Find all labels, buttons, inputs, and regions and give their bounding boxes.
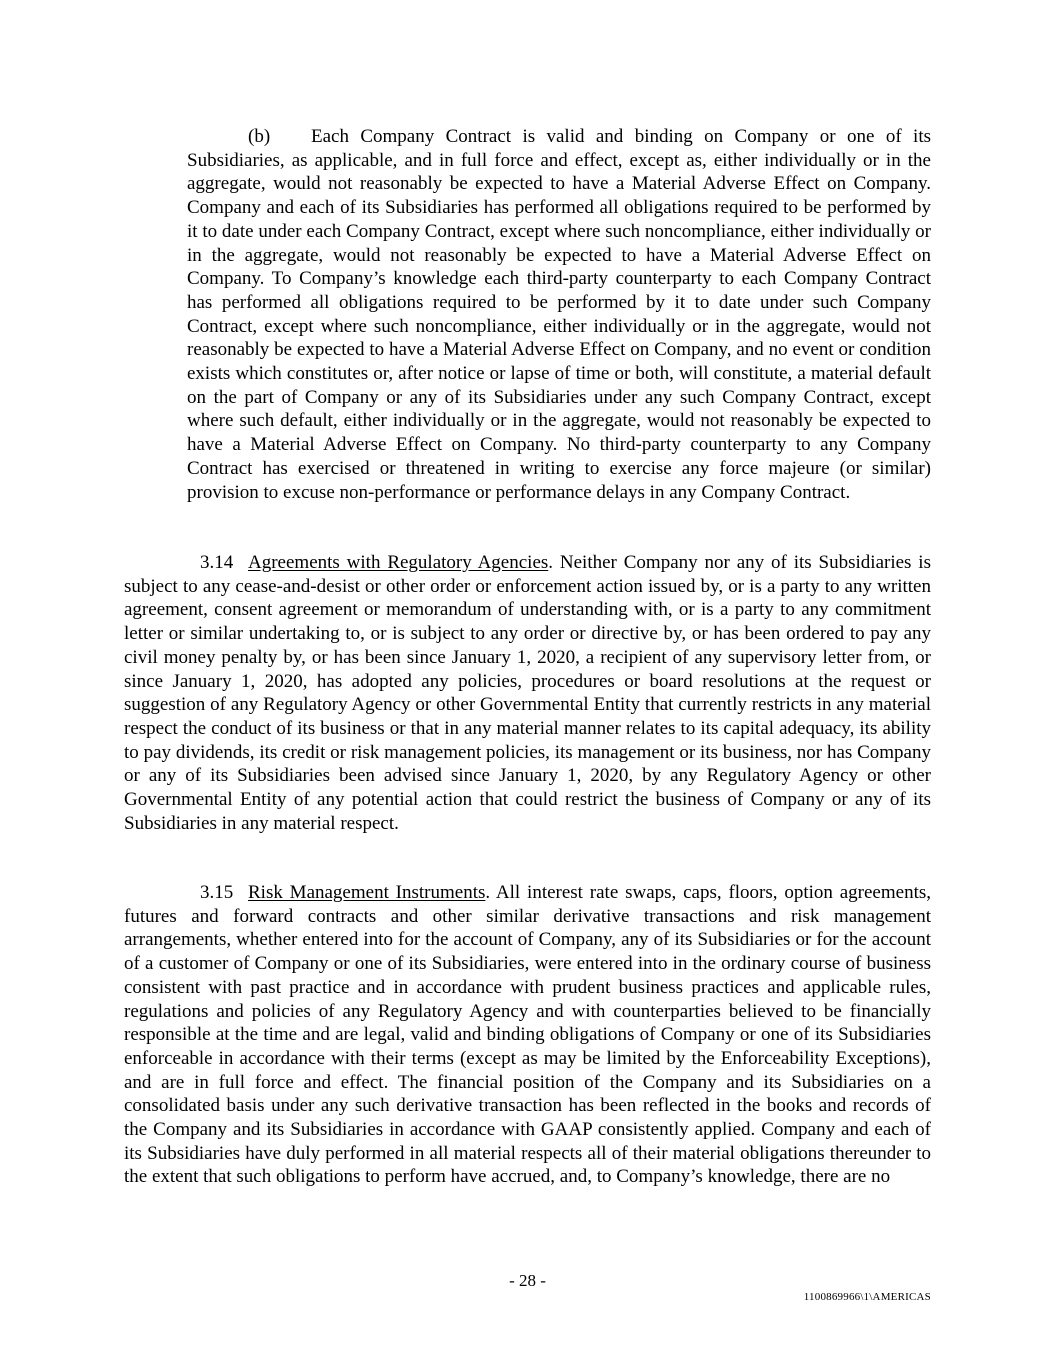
paragraph-b xyxy=(187,125,931,504)
section-3-15-number: 3.15 xyxy=(200,882,234,903)
paragraph-b-label: (b) xyxy=(248,126,271,147)
section-3-15-text: . All interest rate swaps, caps, floors, option agreements, futures and forward contracts and other similar derivative transactions and risk management arrangements, whether entered into for the account of Company, any of its Subsidiaries or for the account of a customer of Company or one of its Subsidiaries, were entered into in the ordinary course of business consistent with past practice and in accordance with prudent business practices and applicable rules, regulations and policies of any Regulatory Agency and with counterparties believed to be financially responsible at the time and are legal, valid and binding obligations of Company or one of its Subsidiaries enforceable in accordance with their terms (except as may be limited by the Enforceability Exceptions), and are in full force and effect. The financial position of the Company and its Subsidiaries on a consolidated basis under any such derivative transaction has been reflected in the books and records of the Company and its Subsidiaries in accordance with GAAP consistently applied. Company and each of its Subsidiaries have duly performed in all material respects all of their material obligations thereunder to the extent that such obligations to perform have accrued, and, to Company’s knowledge, there are no xyxy=(124,882,931,1188)
paragraph-b-text: Each Company Contract is valid and binding on Company or one of its Subsidiaries, as applicable, and in full force and effect, except as, either individually or in the aggregate, would not reasonably be expected to have a Material Adverse Effect on Company. Company and each of its Subsidiaries has performed all obligations required to be performed by it to date under each Company Contract, except where such noncompliance, either individually or in the aggregate, would not reasonably be expected to have a Material Adverse Effect on Company. To Company’s knowledge each third-party counterparty to each Company Contract has performed all obligations required to be performed by it to date under such Company Contract, except where such noncompliance, either individually or in the aggregate, would not reasonably be expected to have a Material Adverse Effect on Company, and no event or condition exists which constitutes or, after notice or lapse of time or both, will constitute, a material default on the part of Company or any of its Subsidiaries under any such Company Contract, except where such default, either individually or in the aggregate, would not reasonably be expected to have a Material Adverse Effect on Company. No third-party counterparty to any Company Contract has exercised or threatened in writing to exercise any force majeure (or similar) provision to excuse non-performance or performance delays in any Company Contract. xyxy=(187,126,931,503)
section-3-14 xyxy=(124,551,931,835)
page-number: - 28 - xyxy=(509,1271,546,1290)
section-3-14-text: . Neither Company nor any of its Subsidiaries is subject to any cease-and-desist or other order or enforcement action issued by, or is a party to any written agreement, consent agreement or memorandum of understanding with, or is a party to any commitment letter or similar undertaking to, or is subject to any order or directive by, or has been ordered to pay any civil money penalty by, or has been since January 1, 2020, a recipient of any supervisory letter from, or since January 1, 2020, has adopted any policies, procedures or board resolutions at the request or suggestion of any Regulatory Agency or other Governmental Entity that currently restricts in any material respect the conduct of its business or that in any material manner relates to its capital adequacy, its ability to pay dividends, its credit or risk management policies, its management or its business, nor has Company or any of its Subsidiaries been advised since January 1, 2020, by any Regulatory Agency or other Governmental Entity of any potential action that could restrict the business of Company or any of its Subsidiaries in any material respect. xyxy=(124,552,931,834)
section-3-15 xyxy=(124,881,931,1189)
section-3-14-heading: Agreements with Regulatory Agencies xyxy=(248,552,549,573)
section-3-14-number: 3.14 xyxy=(200,552,234,573)
document-id: 1100869966\1\AMERICAS xyxy=(803,1291,931,1303)
section-3-15-heading: Risk Management Instruments xyxy=(248,882,486,903)
